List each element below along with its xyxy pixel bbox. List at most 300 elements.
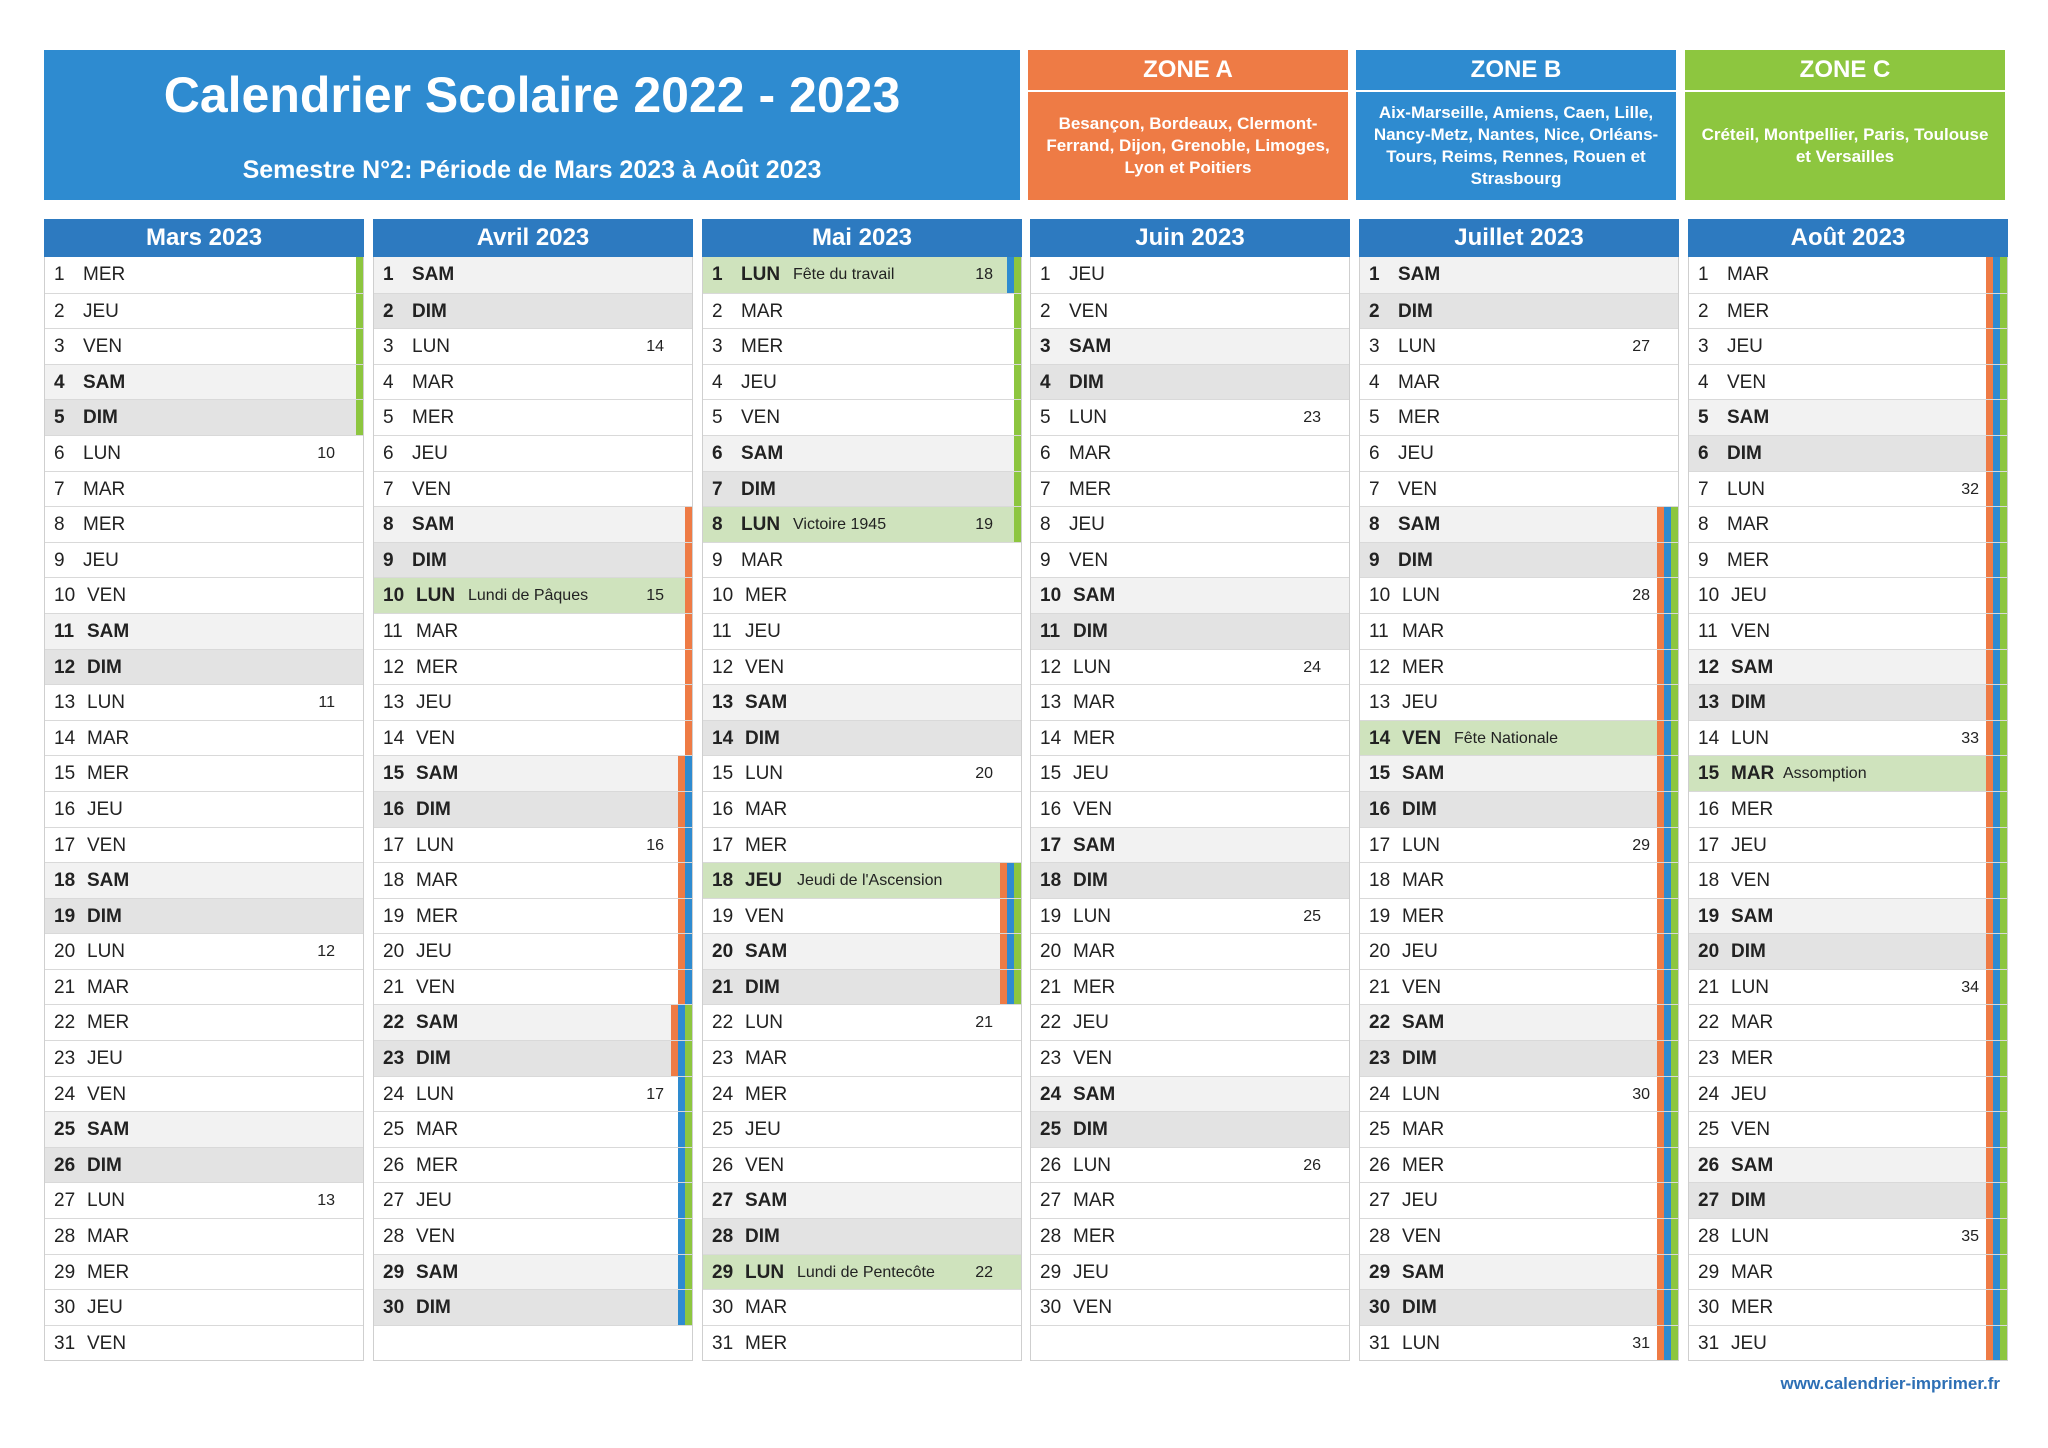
day-row [1031, 257, 1349, 293]
vacation-bar-zone-b [1664, 578, 1671, 613]
vacation-bar-zone-b [1993, 721, 2000, 756]
day-row [1360, 506, 1678, 542]
vacation-bar-zone-c [2000, 614, 2007, 649]
day-number: 10 [383, 585, 405, 607]
day-number: 25 [1698, 1119, 1720, 1141]
week-number: 34 [1961, 978, 1979, 996]
day-row [1031, 506, 1349, 542]
vacation-bar-zone-a [1000, 970, 1007, 1005]
vacation-bar-zone-a [1657, 970, 1664, 1005]
day-row [1360, 1111, 1678, 1147]
day-row [1031, 1254, 1349, 1290]
day-number: 12 [1040, 656, 1062, 678]
weekday-label: MER [1727, 549, 1770, 571]
vacation-bar-zone-a [1986, 472, 1993, 507]
vacation-bar-zone-c [356, 365, 363, 400]
vacation-bar-zone-b [1993, 400, 2000, 435]
vacation-bar-zone-b [1664, 1255, 1671, 1290]
day-number: 28 [1698, 1226, 1720, 1248]
vacation-bar-zone-c [2000, 400, 2007, 435]
day-number: 1 [383, 264, 394, 285]
weekday-label: JEU [412, 442, 448, 464]
vacation-bar-zone-b [1664, 1326, 1671, 1361]
day-number: 18 [383, 870, 405, 892]
calendar-subtitle: Semestre N°2: Période de Mars 2023 à Août 2023 [242, 156, 822, 184]
vacation-bar-zone-b [1664, 614, 1671, 649]
weekday-label: JEU [745, 1119, 781, 1141]
weekday-label: JEU [1073, 763, 1109, 785]
day-number: 1 [1369, 264, 1380, 285]
weekday-label: DIM [1731, 1190, 1766, 1212]
day-row [374, 827, 692, 863]
vacation-bar-zone-c [685, 1041, 692, 1076]
vacation-bar-zone-b [1993, 1290, 2000, 1325]
vacation-bar-zone-a [1657, 792, 1664, 827]
day-number: 8 [383, 514, 394, 536]
week-number: 20 [975, 765, 993, 783]
weekday-label: VEN [1073, 1297, 1113, 1319]
day-row [374, 755, 692, 791]
vacation-bar-zone-c [2000, 1112, 2007, 1147]
day-row [703, 435, 1021, 471]
day-number: 22 [1040, 1012, 1062, 1034]
weekday-label: DIM [1402, 1297, 1437, 1319]
month-days [1030, 257, 1350, 1361]
day-number: 23 [1698, 1048, 1720, 1070]
month-header: Mai 2023 [702, 219, 1022, 257]
weekday-label: DIM [1398, 300, 1433, 322]
day-row [45, 613, 363, 649]
weekday-label: LUN [1402, 834, 1441, 856]
day-number: 4 [54, 371, 65, 393]
day-number: 23 [383, 1048, 405, 1070]
weekday-label: MER [83, 264, 126, 285]
day-row [45, 471, 363, 507]
vacation-bar-zone-c [1014, 400, 1021, 435]
day-row [1360, 1004, 1678, 1040]
weekday-label: MER [412, 407, 455, 429]
vacation-bar-zone-c [1671, 1005, 1678, 1040]
day-number: 24 [1040, 1083, 1062, 1105]
month-header: Avril 2023 [373, 219, 693, 257]
week-number: 18 [975, 266, 993, 283]
weekday-label: LUN [1073, 905, 1112, 927]
day-number: 10 [1698, 585, 1720, 607]
vacation-bar-zone-a [1986, 1041, 1993, 1076]
day-row [1031, 1111, 1349, 1147]
holiday-label: Lundi de Pâques [468, 587, 589, 605]
weekday-label: LUN [412, 336, 451, 358]
day-row [45, 862, 363, 898]
vacation-bar-zone-a [1986, 970, 1993, 1005]
day-row [1689, 898, 2007, 934]
vacation-bar-zone-b [1993, 792, 2000, 827]
weekday-label: DIM [1069, 371, 1104, 393]
week-number: 21 [975, 1014, 993, 1032]
holiday-label: Fête Nationale [1454, 729, 1559, 747]
day-number: 15 [54, 763, 76, 785]
day-row [374, 1147, 692, 1183]
day-number: 1 [54, 264, 65, 285]
day-number: 6 [1369, 442, 1380, 464]
day-row [703, 613, 1021, 649]
day-number: 3 [54, 336, 65, 358]
weekday-label: LUN [745, 1012, 784, 1034]
day-number: 17 [1698, 834, 1720, 856]
weekday-label: MAR [1402, 870, 1445, 892]
vacation-bar-zone-c [2000, 1148, 2007, 1183]
day-number: 5 [1369, 407, 1380, 429]
day-row [1360, 613, 1678, 649]
vacation-bar-zone-c [1671, 1183, 1678, 1218]
day-number: 5 [383, 407, 394, 429]
vacation-bar-zone-c [1014, 294, 1021, 329]
weekday-label: MER [745, 585, 788, 607]
day-number: 4 [1698, 371, 1709, 393]
weekday-label: SAM [416, 763, 459, 785]
month-days [44, 257, 364, 1361]
month-column [44, 219, 364, 1361]
vacation-bar-zone-b [1664, 543, 1671, 578]
day-row [45, 827, 363, 863]
vacation-bar-zone-c [1671, 792, 1678, 827]
day-row [1031, 1289, 1349, 1325]
vacation-bar-zone-b [1007, 257, 1014, 293]
weekday-label: LUN [416, 1083, 455, 1105]
weekday-label: MAR [741, 549, 784, 571]
day-row [374, 471, 692, 507]
day-number: 24 [383, 1083, 405, 1105]
day-row [1689, 1040, 2007, 1076]
weekday-label: MAR [83, 478, 126, 500]
weekday-label: MER [1731, 798, 1774, 820]
day-row [1689, 613, 2007, 649]
day-number: 4 [712, 371, 723, 393]
vacation-bar-zone-a [685, 650, 692, 685]
day-number: 19 [383, 905, 405, 927]
vacation-bar-zone-c [2000, 543, 2007, 578]
day-row [1689, 933, 2007, 969]
day-row [45, 1218, 363, 1254]
day-row [1360, 827, 1678, 863]
weekday-label: MAR [745, 798, 788, 820]
day-number: 9 [383, 549, 394, 571]
day-number: 25 [1040, 1119, 1062, 1141]
vacation-bar-zone-c [2000, 1290, 2007, 1325]
day-number: 31 [712, 1332, 734, 1354]
day-row [1689, 542, 2007, 578]
day-row [1031, 1147, 1349, 1183]
day-row [1360, 755, 1678, 791]
weekday-label: MER [1402, 656, 1445, 678]
vacation-bar-zone-a [1986, 685, 1993, 720]
holiday-label: Lundi de Pentecôte [797, 1263, 935, 1281]
day-number: 5 [1040, 407, 1051, 429]
weekday-label: MAR [1402, 1119, 1445, 1141]
day-row [1689, 1289, 2007, 1325]
vacation-bar-zone-b [678, 1255, 685, 1290]
day-row [1689, 684, 2007, 720]
weekday-label: SAM [83, 371, 126, 393]
day-number: 18 [1698, 870, 1720, 892]
weekday-label: LUN [745, 1261, 785, 1283]
vacation-bar-zone-b [1664, 1148, 1671, 1183]
day-number: 14 [1040, 727, 1062, 749]
day-number: 16 [1698, 798, 1720, 820]
vacation-bar-zone-b [1993, 1112, 2000, 1147]
weekday-label: SAM [412, 264, 455, 285]
day-row [1360, 1040, 1678, 1076]
day-number: 3 [1040, 336, 1051, 358]
week-number: 28 [1632, 587, 1650, 605]
day-number: 7 [1040, 478, 1051, 500]
vacation-bar-zone-a [685, 507, 692, 542]
weekday-label: DIM [416, 798, 451, 820]
day-number: 9 [712, 549, 723, 571]
weekday-label: LUN [1731, 727, 1770, 749]
zone-b-cities: Aix-Marseille, Amiens, Caen, Lille, Nancy-Metz, Nantes, Nice, Orléans-Tours, Reims, Rennes, Rouen et Strasbourg [1373, 103, 1659, 188]
vacation-bar-zone-a [678, 792, 685, 827]
day-number: 20 [383, 941, 405, 963]
weekday-label: DIM [1402, 1048, 1437, 1070]
day-number: 7 [712, 478, 723, 500]
day-number: 23 [54, 1048, 76, 1070]
vacation-bar-zone-c [1671, 934, 1678, 969]
day-row [1360, 293, 1678, 329]
day-row [1360, 435, 1678, 471]
vacation-bar-zone-a [1986, 1112, 1993, 1147]
vacation-bar-zone-b [1664, 792, 1671, 827]
day-number: 27 [54, 1190, 76, 1212]
zone-b-box [1356, 50, 1676, 200]
day-number: 14 [1369, 727, 1391, 749]
day-number: 13 [712, 692, 734, 714]
day-number: 4 [383, 371, 394, 393]
weekday-label: JEU [1402, 692, 1438, 714]
vacation-bar-zone-a [1986, 1255, 1993, 1290]
day-row [1689, 827, 2007, 863]
vacation-bar-zone-b [678, 1290, 685, 1325]
day-number: 17 [712, 834, 734, 856]
day-number: 26 [54, 1154, 76, 1176]
day-number: 12 [54, 656, 76, 678]
vacation-bar-zone-a [1986, 294, 1993, 329]
week-number: 23 [1303, 409, 1321, 427]
day-number: 27 [1040, 1190, 1062, 1212]
vacation-bar-zone-c [1014, 472, 1021, 507]
day-row [1689, 1254, 2007, 1290]
zone-b-title: ZONE B [1356, 50, 1676, 92]
vacation-bar-zone-a [1657, 1326, 1664, 1361]
weekday-label: DIM [416, 1048, 451, 1070]
weekday-label: SAM [1069, 336, 1112, 358]
vacation-bar-zone-a [1986, 1077, 1993, 1112]
day-number: 29 [1040, 1261, 1062, 1283]
website-link[interactable]: www.calendrier-imprimer.fr [1780, 1374, 2000, 1393]
vacation-bar-zone-a [1657, 1041, 1664, 1076]
weekday-label: DIM [1731, 692, 1766, 714]
weekday-label: VEN [1402, 976, 1442, 998]
vacation-bar-zone-c [2000, 472, 2007, 507]
vacation-bar-zone-b [1993, 294, 2000, 329]
day-number: 11 [1040, 620, 1061, 642]
weekday-label: VEN [416, 727, 456, 749]
weekday-label: VEN [412, 478, 452, 500]
weekday-label: MER [416, 656, 459, 678]
weekday-label: MER [416, 905, 459, 927]
day-number: 19 [712, 905, 734, 927]
weekday-label: MAR [416, 1119, 459, 1141]
week-number: 32 [1961, 480, 1979, 498]
day-row [1360, 577, 1678, 613]
weekday-label: LUN [1398, 336, 1437, 358]
weekday-label: LUN [87, 941, 126, 963]
day-row [374, 293, 692, 329]
day-row [45, 1147, 363, 1183]
weekday-label: VEN [416, 976, 456, 998]
week-number: 14 [646, 338, 664, 356]
day-row [45, 257, 363, 293]
weekday-label: SAM [1398, 264, 1441, 285]
vacation-bar-zone-b [1993, 1255, 2000, 1290]
day-number: 27 [1369, 1190, 1391, 1212]
vacation-bar-zone-b [685, 970, 692, 1005]
vacation-bar-zone-b [678, 1183, 685, 1218]
weekday-label: VEN [87, 1332, 127, 1354]
day-number: 6 [712, 442, 723, 464]
day-number: 8 [54, 514, 65, 536]
day-number: 15 [1369, 763, 1391, 785]
vacation-bar-zone-a [1657, 543, 1664, 578]
vacation-bar-zone-b [1993, 365, 2000, 400]
vacation-bar-zone-c [1671, 1148, 1678, 1183]
weekday-label: MER [87, 763, 130, 785]
day-number: 15 [1040, 763, 1062, 785]
day-number: 28 [383, 1226, 405, 1248]
month-header: Juin 2023 [1030, 219, 1350, 257]
vacation-bar-zone-a [1657, 1290, 1664, 1325]
vacation-bar-zone-c [1671, 970, 1678, 1005]
day-row [1689, 399, 2007, 435]
vacation-bar-zone-b [678, 1219, 685, 1254]
day-row [703, 1182, 1021, 1218]
day-row [374, 649, 692, 685]
weekday-label: DIM [1731, 941, 1766, 963]
day-row [703, 1111, 1021, 1147]
day-number: 30 [54, 1297, 76, 1319]
vacation-bar-zone-c [2000, 970, 2007, 1005]
weekday-label: SAM [416, 1261, 459, 1283]
vacation-bar-zone-a [671, 1005, 678, 1040]
weekday-label: MAR [1402, 620, 1445, 642]
day-row [703, 933, 1021, 969]
day-number: 17 [54, 834, 76, 856]
month-column [1359, 219, 1679, 1361]
day-number: 13 [383, 692, 405, 714]
day-number: 3 [712, 336, 723, 358]
day-number: 30 [383, 1297, 405, 1319]
day-number: 18 [712, 870, 734, 892]
weekday-label: DIM [412, 300, 447, 322]
week-number: 16 [646, 836, 664, 854]
vacation-bar-zone-c [1671, 721, 1678, 756]
day-row [703, 506, 1021, 542]
month-header: Août 2023 [1688, 219, 2008, 257]
day-row [703, 684, 1021, 720]
day-row [1689, 755, 2007, 791]
day-row [374, 969, 692, 1005]
vacation-bar-zone-b [1664, 1077, 1671, 1112]
day-row [703, 969, 1021, 1005]
weekday-label: DIM [1073, 870, 1108, 892]
vacation-bar-zone-c [1671, 828, 1678, 863]
day-row [374, 684, 692, 720]
vacation-bar-zone-a [1657, 1005, 1664, 1040]
vacation-bar-zone-c [2000, 934, 2007, 969]
weekday-label: MER [416, 1154, 459, 1176]
day-row [374, 1004, 692, 1040]
day-row [374, 364, 692, 400]
day-row [1031, 684, 1349, 720]
weekday-label: MAR [1731, 1261, 1774, 1283]
weekday-label: VEN [1402, 1226, 1442, 1248]
day-row [1689, 1076, 2007, 1112]
day-number: 26 [1040, 1154, 1062, 1176]
month-days [373, 257, 693, 1361]
weekday-label: SAM [745, 692, 788, 714]
vacation-bar-zone-c [2000, 294, 2007, 329]
vacation-bar-zone-b [1993, 1183, 2000, 1218]
day-number: 8 [1369, 514, 1380, 536]
day-number: 26 [712, 1154, 734, 1176]
weekday-label: MAR [1727, 514, 1770, 536]
vacation-bar-zone-a [1657, 828, 1664, 863]
vacation-bar-zone-a [1986, 1290, 1993, 1325]
weekday-label: JEU [87, 1297, 123, 1319]
day-row [703, 364, 1021, 400]
weekday-label: MAR [416, 620, 459, 642]
day-row [1360, 542, 1678, 578]
weekday-label: VEN [1731, 620, 1771, 642]
vacation-bar-zone-b [1993, 507, 2000, 542]
weekday-label: MAR [87, 976, 130, 998]
day-row [1360, 720, 1678, 756]
day-row [1031, 613, 1349, 649]
vacation-bar-zone-c [2000, 365, 2007, 400]
day-number: 28 [1369, 1226, 1391, 1248]
day-row [1360, 791, 1678, 827]
weekday-label: MER [745, 834, 788, 856]
holiday-label: Assomption [1783, 765, 1867, 783]
weekday-label: LUN [1073, 656, 1112, 678]
day-number: 26 [1369, 1154, 1391, 1176]
weekday-label: DIM [1073, 1119, 1108, 1141]
day-row [1689, 506, 2007, 542]
day-number: 27 [1698, 1190, 1720, 1212]
vacation-bar-zone-c [1671, 614, 1678, 649]
day-row [45, 1076, 363, 1112]
vacation-bar-zone-b [1664, 1005, 1671, 1040]
day-row [1689, 328, 2007, 364]
day-row [45, 898, 363, 934]
day-number: 30 [712, 1297, 734, 1319]
holiday-label: Victoire 1945 [793, 516, 887, 534]
day-number: 20 [1369, 941, 1391, 963]
day-row [703, 399, 1021, 435]
weekday-label: SAM [412, 514, 455, 536]
day-number: 29 [712, 1261, 734, 1283]
day-row [1360, 1076, 1678, 1112]
